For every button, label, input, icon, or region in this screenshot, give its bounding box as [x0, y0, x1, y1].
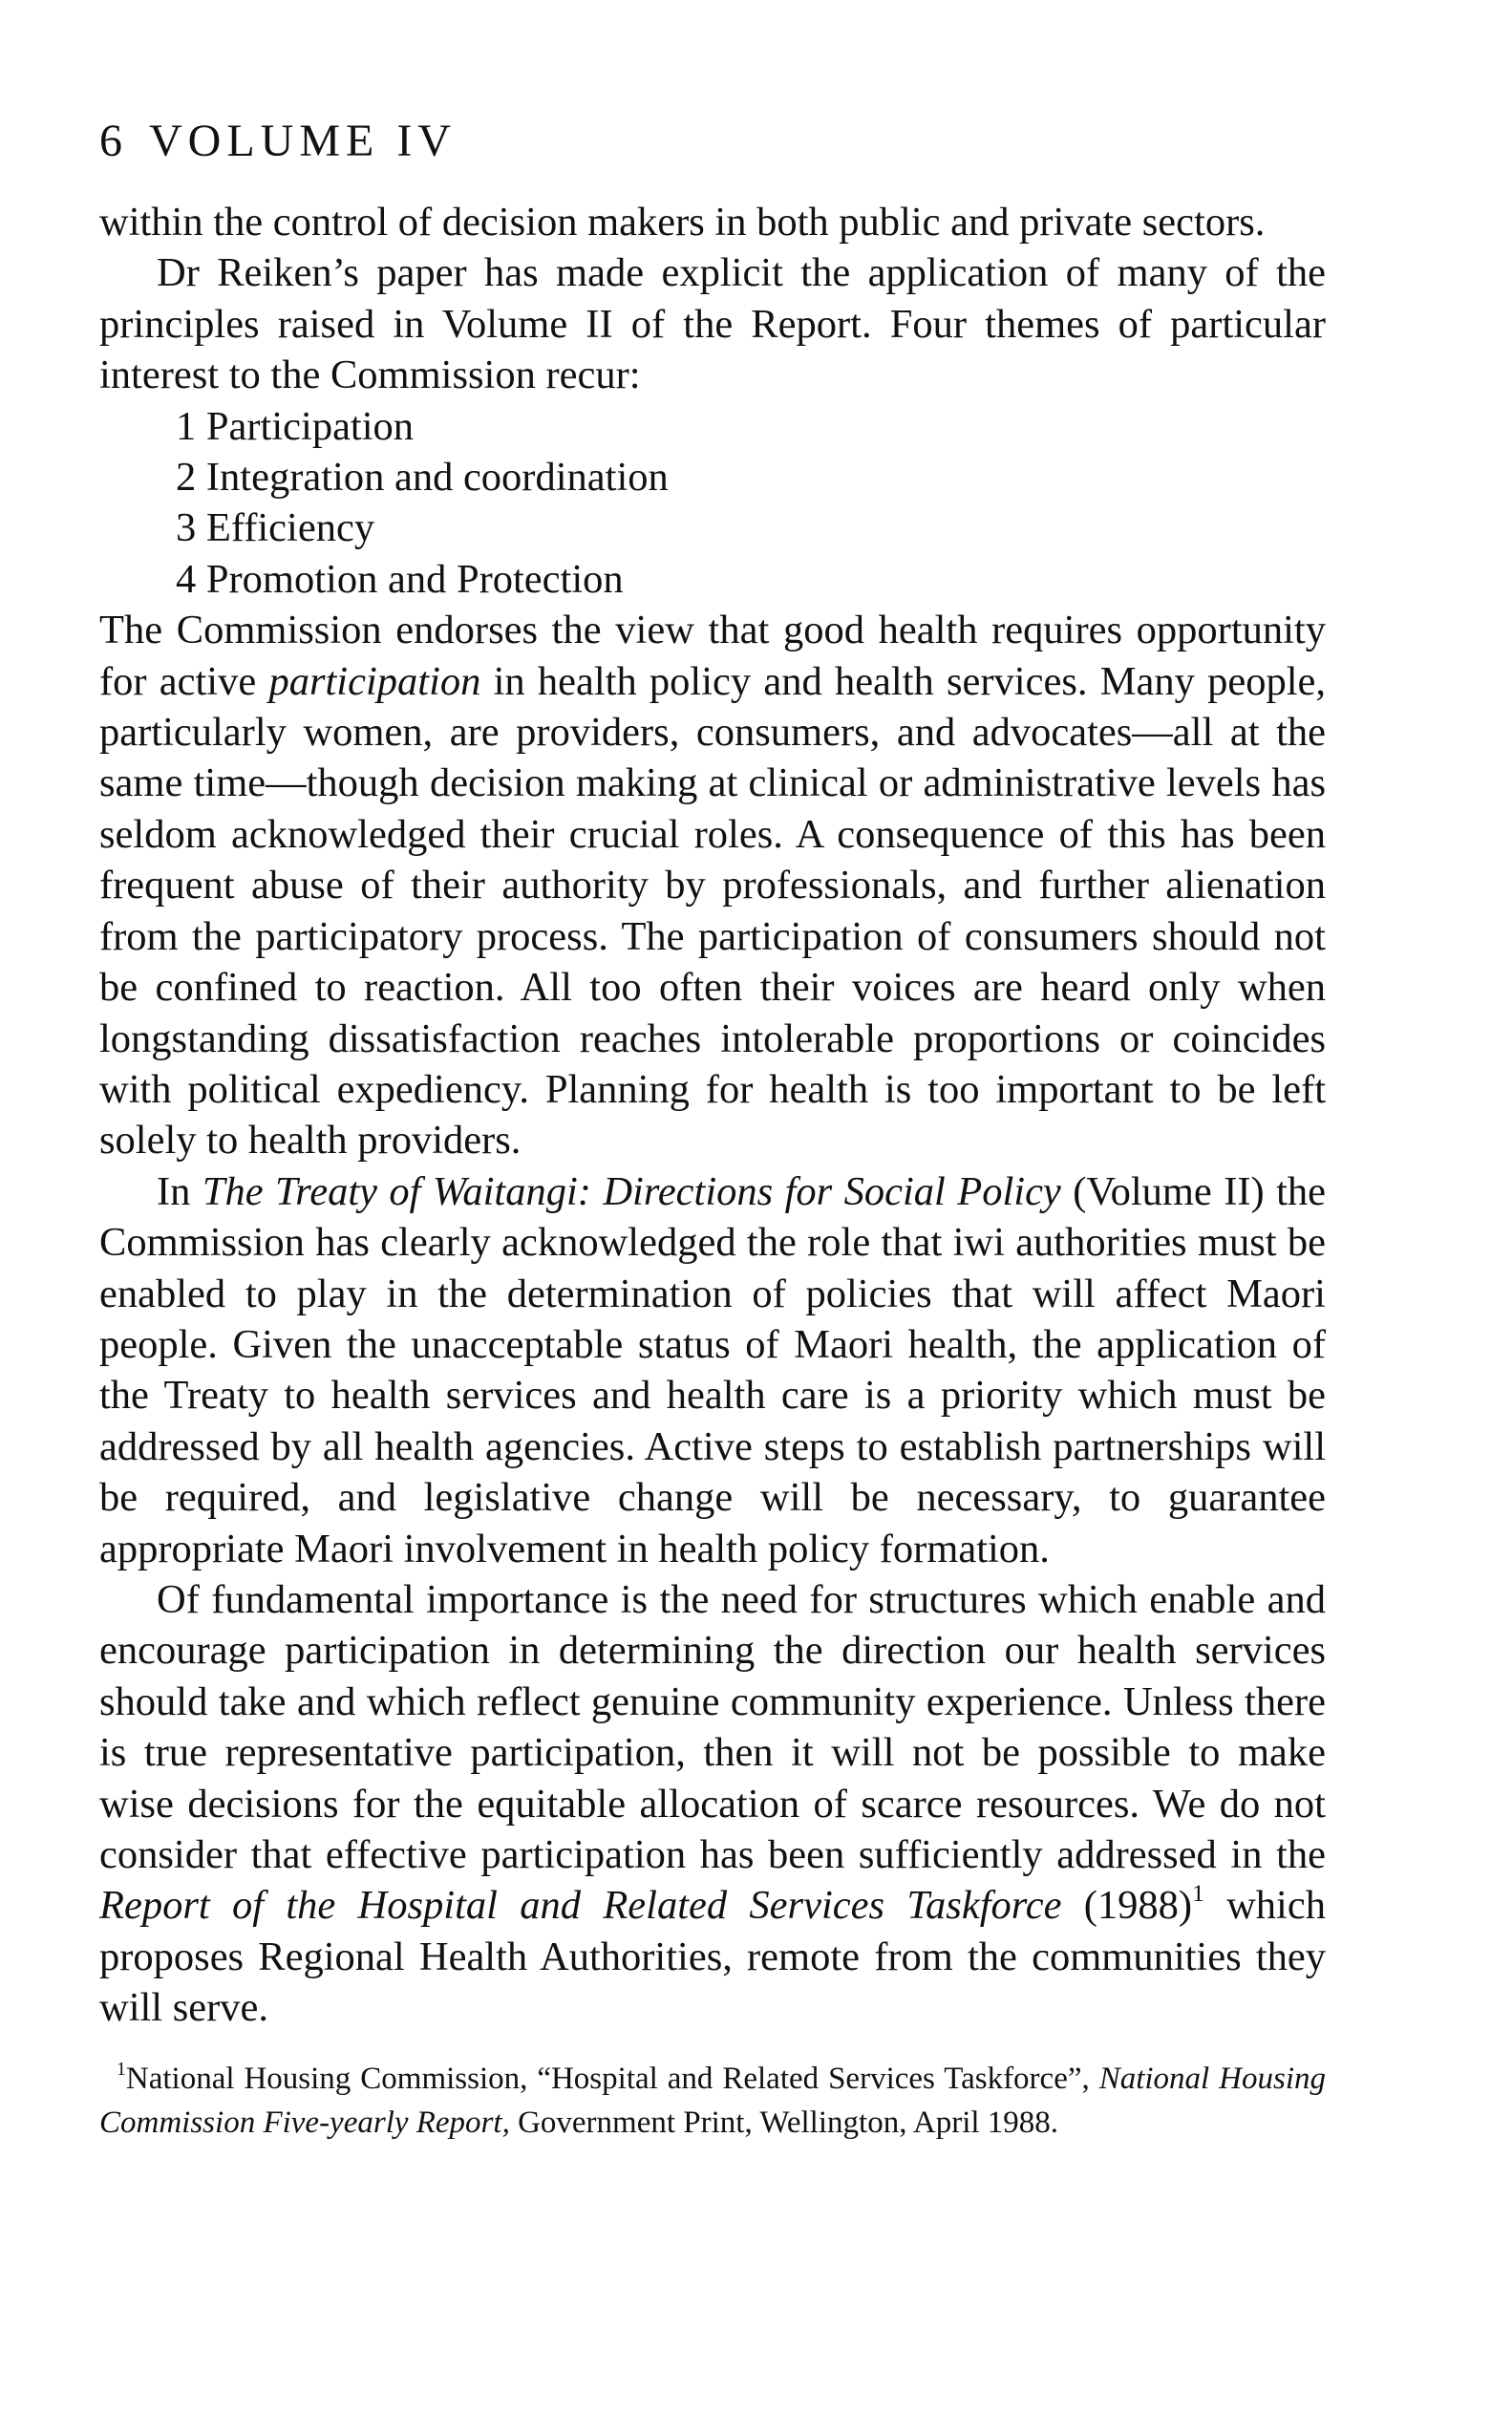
footnote [99, 2057, 1326, 2145]
list-item: 2 Integration and coordination [176, 455, 669, 501]
paragraph-reiken: Dr Reiken’s paper has made explicit the application of many of the principles raised in Volume II of the Report. Four themes of particular interest to the Commission recur: [99, 250, 1326, 398]
text-run: Government Print, Wellington, April 1988. [509, 2105, 1059, 2140]
text-run: (1988) [1061, 1883, 1193, 1929]
text-run: National Housing Commission, “Hospital and Related Services Taskforce”, [125, 2061, 1099, 2096]
paragraph-participation [99, 605, 1326, 1165]
text-run: Of fundamental importance is the need for structures which enable and encourage participation in determining the direction our health services should take and which reflect genuine community experience. Unless there is true representative participation, then it will not be possible to make wise decisions for the equitable allocation of scarce resources. We do not consider that effective participation has been sufficiently addressed in the [99, 1576, 1326, 1877]
footnotes [99, 2057, 1326, 2145]
paragraph-continuation: within the control of decision makers in both public and private sectors. [99, 200, 1266, 245]
text-run: which proposes Regional Health Authorities, remote from the communities they will serve. [99, 1883, 1326, 2031]
italic-title: National Housing Commission Five-yearly Report, [99, 2061, 1326, 2140]
italic-title: The Treaty of Waitangi: Directions for Social Policy [202, 1168, 1061, 1214]
list-item: 4 Promotion and Protection [176, 556, 624, 602]
text-run: The Commission endorses the view that good health requires opportunity for active [99, 608, 1326, 704]
paragraph-structures [99, 1574, 1326, 2034]
page-number: 6 [99, 116, 128, 166]
list-item: 3 Efficiency [176, 505, 375, 551]
footnote-ref: 1 [1192, 1879, 1204, 1908]
themes-list [99, 401, 1326, 606]
paragraph-treaty [99, 1166, 1326, 1574]
body-text [99, 197, 1326, 2034]
text-run: In [157, 1168, 202, 1214]
text-run: (Volume II) the Commission has clearly acknowledged the role that iwi authorities must be enabled to play in the determination of policies that will affect Maori people. Given the unacceptable status of Maori health, the application of the Treaty to health services and health care is a priority which must be addressed by all health agencies. Active steps to establish partnerships will be required, and legislative change will be necessary, to guarantee appropriate Maori involvement in health policy formation. [99, 1168, 1326, 1571]
text-run: in health policy and health services. Many people, particularly women, are providers, consumers, and advocates—all at the same time—though decision making at clinical or administrative levels has seldom acknowledged their crucial roles. A consequence of this has been frequent abuse of their authority by professionals, and further alienation from the participatory process. The participation of consumers should not be confined to reaction. All too often their voices are heard only when longstanding dissatisfaction reaches intolerable proportions or coincides with political expediency. Planning for health is too important to be left solely to health providers. [99, 658, 1326, 1164]
footnote-marker: 1 [117, 2058, 126, 2080]
running-title: VOLUME IV [149, 116, 457, 166]
italic-title: Report of the Hospital and Related Services Taskforce [99, 1883, 1062, 1929]
document-page [99, 113, 1326, 2145]
running-header [99, 113, 1326, 170]
italic-emphasis: participation [268, 658, 481, 704]
list-item: 1 Participation [176, 403, 415, 449]
